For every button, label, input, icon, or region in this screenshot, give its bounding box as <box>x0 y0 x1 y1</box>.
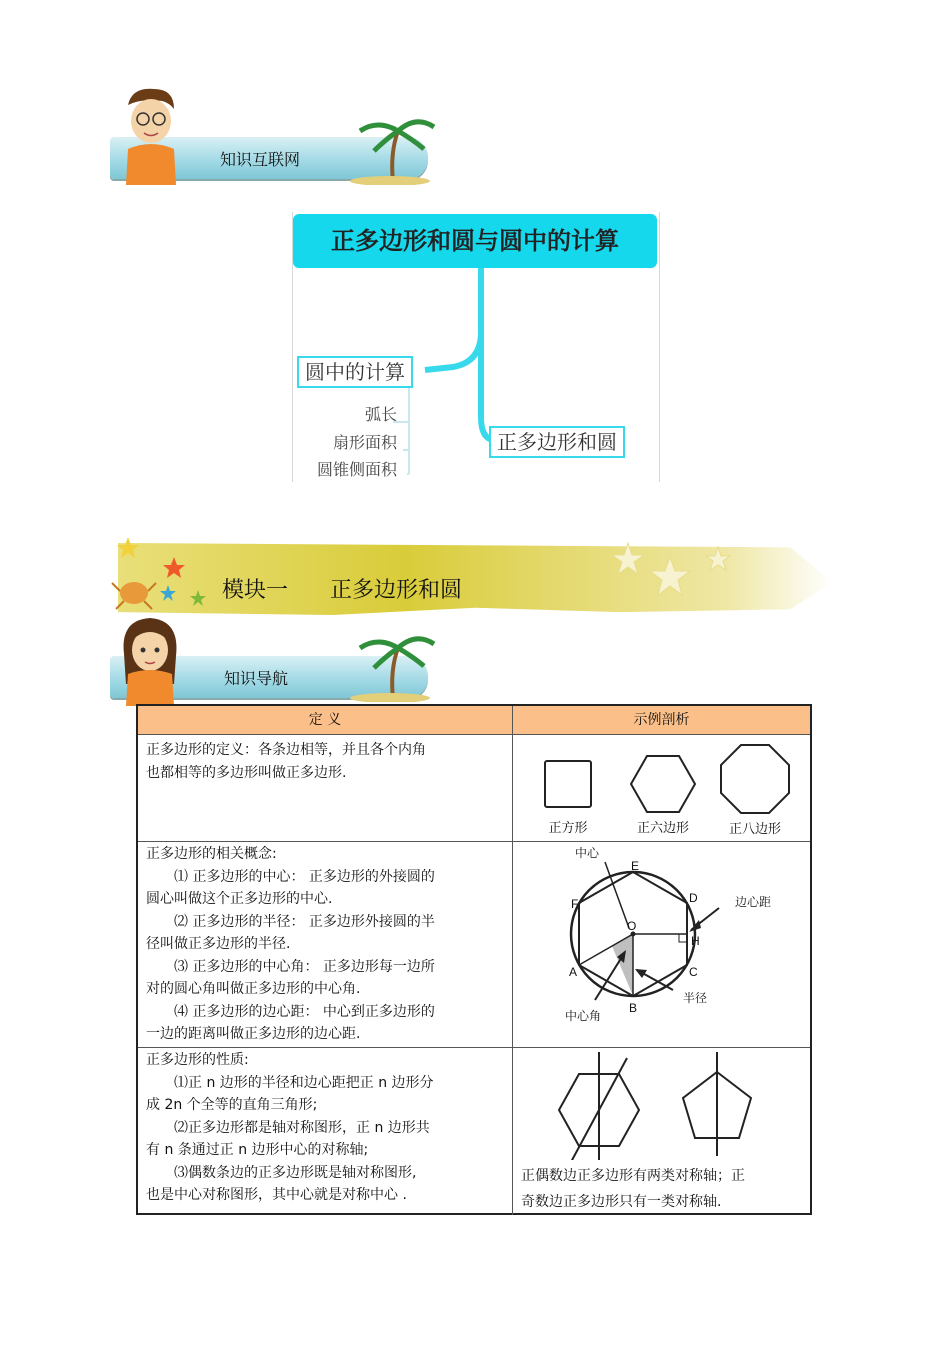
banner-label: 知识导航 <box>224 669 289 688</box>
square-shape <box>545 761 591 807</box>
hexagon-concepts-figure <box>513 842 810 1047</box>
starfish-decoration-icon <box>598 537 748 617</box>
module-number: 模块一 <box>222 578 289 603</box>
definition-line: 有 n 条通过正 n 边形中心的对称轴; <box>146 1142 369 1158</box>
definition-line: 也都相等的多边形叫做正多边形. <box>146 764 347 781</box>
symmetry-caption <box>513 1163 753 1215</box>
label-point-c: C <box>689 965 698 979</box>
caption-line: 正偶数边正多边形有两类对称轴；正 <box>521 1168 745 1184</box>
table-row <box>138 842 810 1048</box>
table-header-row <box>138 706 810 735</box>
table-row <box>138 1048 810 1215</box>
label-point-e: E <box>631 859 640 873</box>
caption-square: 正方形 <box>548 820 588 835</box>
definition-line: ⑶偶数条边的正多边形既是轴对称图形, <box>174 1164 417 1181</box>
example-cell <box>513 735 810 841</box>
label-point-o: O <box>627 919 637 933</box>
definition-line: 圆心叫做这个正多边形的中心. <box>146 891 333 907</box>
section-banner-knowledge-network <box>110 85 440 190</box>
definition-line: 径叫做正多边形的半径. <box>146 936 291 952</box>
label-point-d: D <box>689 891 698 905</box>
mindmap-leaf-arc-length: 弧长 <box>364 405 397 424</box>
caption-hexagon: 正六边形 <box>636 820 690 835</box>
palm-tree-illustration <box>338 113 438 185</box>
definition-line: ⑶ 正多边形的中心角： 正多边形每一边所 <box>174 958 435 975</box>
label-center: 中心 <box>575 846 600 860</box>
example-cell <box>513 1048 810 1215</box>
label-point-a: A <box>569 965 578 979</box>
header-definition: 定 义 <box>138 706 513 734</box>
definition-line: 对的圆心角叫做正多边形的中心角. <box>146 981 361 997</box>
regular-polygons-figure <box>513 735 810 841</box>
label-point-b: B <box>629 1001 638 1015</box>
mindmap-node-polygon-circle: 正多边形和圆 <box>489 426 625 458</box>
label-central-angle: 中心角 <box>565 1009 602 1023</box>
section-banner-knowledge-nav <box>110 612 440 707</box>
caption-octagon: 正八边形 <box>728 821 782 836</box>
definition-line: 成 2n 个全等的直角三角形; <box>146 1097 318 1113</box>
girl-illustration <box>114 614 184 706</box>
definition-line: 也是中心对称图形，其中心就是对称中心 . <box>146 1187 407 1203</box>
module-title: 正多边形和圆 <box>330 578 463 603</box>
definition-line: ⑵正多边形都是轴对称图形，正 n 边形共 <box>174 1119 430 1136</box>
mind-map <box>292 212 660 482</box>
header-examples: 示例剖析 <box>633 712 690 728</box>
label-apothem: 边心距 <box>735 895 772 909</box>
banner-label: 知识互联网 <box>220 150 301 169</box>
right-angle-mark <box>679 934 687 942</box>
definition-line: ⑷ 正多边形的边心距： 中心到正多边形的 <box>174 1003 435 1020</box>
caption-line: 奇数边正多边形只有一类对称轴. <box>521 1194 722 1210</box>
definition-line: ⑴ 正多边形的中心： 正多边形的外接圆的 <box>174 868 435 885</box>
label-point-f: F <box>571 897 579 911</box>
mindmap-leaf-cone-area: 圆锥侧面积 <box>316 460 397 479</box>
mindmap-leaf-sector-area: 扇形面积 <box>332 433 397 452</box>
definition-line: 正多边形的定义：各条边相等，并且各个内角 <box>146 742 426 758</box>
palm-tree-illustration <box>338 630 438 702</box>
definition-cell <box>138 1048 513 1215</box>
hexagon-shape <box>631 756 695 812</box>
definition-line: 正多边形的性质: <box>146 1052 249 1068</box>
table-row <box>138 735 810 842</box>
definition-cell <box>138 735 513 841</box>
definition-line: 一边的距离叫做正多边形的边心距. <box>146 1026 361 1042</box>
mindmap-title: 正多边形和圆与圆中的计算 <box>293 214 657 268</box>
definition-line: 正多边形的相关概念: <box>146 846 277 862</box>
label-point-h: H <box>691 934 700 948</box>
symmetry-axes-figure <box>513 1048 810 1160</box>
label-radius: 半径 <box>683 991 708 1005</box>
definition-line: ⑴正 n 边形的半径和边心距把正 n 边形分 <box>174 1074 434 1091</box>
knowledge-table <box>136 704 812 1215</box>
definition-cell <box>138 842 513 1047</box>
example-cell <box>513 842 810 1047</box>
definition-line: ⑵ 正多边形的半径： 正多边形外接圆的半 <box>174 913 435 930</box>
octagon-shape <box>721 745 789 813</box>
mindmap-node-circle-calc: 圆中的计算 <box>297 356 413 388</box>
boy-illustration <box>114 85 184 185</box>
